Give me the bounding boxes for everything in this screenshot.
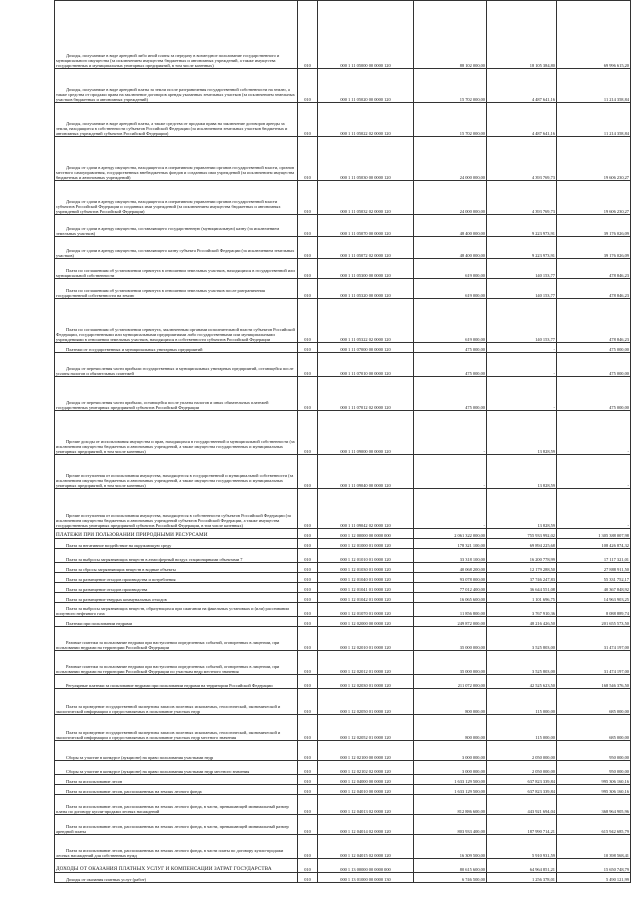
row-remaining-cell: 475 000,00 xyxy=(557,343,631,353)
table-row xyxy=(55,795,631,815)
row-kbk-cell: 000 1 12 01030 01 0000 120 xyxy=(318,563,414,573)
row-kbk-cell: 000 1 11 05320 00 0000 120 xyxy=(318,279,414,299)
row-remaining-cell: 5 490 121,99 xyxy=(557,873,631,883)
row-executed-cell: 18 105 384,80 xyxy=(487,1,557,69)
row-code-cell: 010 xyxy=(298,835,318,859)
row-remaining-cell: 950 000,00 xyxy=(557,761,631,775)
row-executed-cell: - xyxy=(487,343,557,353)
row-remaining-cell: 69 996 615,20 xyxy=(557,1,631,69)
row-kbk-cell: 000 1 11 09042 02 0000 120 xyxy=(318,489,414,529)
row-kbk-cell: 000 1 12 01041 01 0000 120 xyxy=(318,583,414,593)
row-executed-cell: 2 050 000,00 xyxy=(487,761,557,775)
row-kbk-cell: 000 1 12 04013 02 0000 120 xyxy=(318,795,414,815)
row-approved-cell: 48 400 000,00 xyxy=(414,237,487,259)
row-executed-cell: 5 910 931,59 xyxy=(487,835,557,859)
row-kbk-cell: 000 1 12 01042 01 0000 120 xyxy=(318,593,414,603)
row-code-cell: 010 xyxy=(298,353,318,377)
row-name-cell: Плата по соглашениям об установлении сервитута в отношении земельных участков после разграничения государственной собственности на землю xyxy=(55,279,298,299)
table-row xyxy=(55,651,631,675)
row-executed-cell: 2 050 000,00 xyxy=(487,741,557,761)
row-name-cell: Доходы от сдачи в аренду имущества, составляющего государственную (муниципальную) казну (за исключением земельных участков) xyxy=(55,215,298,237)
table-row xyxy=(55,343,631,353)
row-executed-cell: 187 990 714,21 xyxy=(487,815,557,835)
row-approved-cell: 619 000,00 xyxy=(414,259,487,279)
row-remaining-cell: 478 846,23 xyxy=(557,279,631,299)
row-remaining-cell: 615 942 685,79 xyxy=(557,815,631,835)
table-row xyxy=(55,741,631,761)
row-approved-cell: 812 886 600,00 xyxy=(414,795,487,815)
table-row xyxy=(55,215,631,237)
row-code-cell: 010 xyxy=(298,651,318,675)
row-remaining-cell: 11 214 358,84 xyxy=(557,69,631,103)
row-executed-cell: 3 525 803,00 xyxy=(487,651,557,675)
row-kbk-cell: 000 1 12 02000 00 0000 120 xyxy=(318,617,414,627)
row-code-cell: 010 xyxy=(298,237,318,259)
row-kbk-cell: 000 1 11 05032 02 0000 120 xyxy=(318,181,414,215)
row-name-cell: Плата за использование лесов xyxy=(55,775,298,785)
row-executed-cell: 64 964 851,21 xyxy=(487,859,557,873)
row-kbk-cell: 000 1 12 04014 02 0000 120 xyxy=(318,815,414,835)
table-row xyxy=(55,775,631,785)
row-kbk-cell: 000 1 11 09000 00 0000 120 xyxy=(318,411,414,455)
row-remaining-cell: 475 000,00 xyxy=(557,353,631,377)
row-remaining-cell: 478 846,23 xyxy=(557,259,631,279)
row-kbk-cell: 000 1 12 02052 01 0000 120 xyxy=(318,715,414,741)
row-remaining-cell: 14 963 903,25 xyxy=(557,593,631,603)
row-kbk-cell: 000 1 12 02010 01 0000 120 xyxy=(318,627,414,651)
row-code-cell: 010 xyxy=(298,103,318,137)
row-approved-cell: 475 000,00 xyxy=(414,343,487,353)
row-executed-cell: 115 000,00 xyxy=(487,689,557,715)
income-execution-table xyxy=(54,0,631,883)
row-approved-cell: 211 072 000,00 xyxy=(414,675,487,689)
row-executed-cell: 3 525 803,00 xyxy=(487,627,557,651)
row-kbk-cell: 000 1 11 07010 00 0000 120 xyxy=(318,353,414,377)
row-executed-cell: 1 256 378,01 xyxy=(487,873,557,883)
row-name-cell: Плата за выбросы загрязняющих веществ в атмосферный воздух стационарными объектами 7 xyxy=(55,549,298,563)
row-executed-cell: - xyxy=(487,377,557,411)
row-code-cell: 010 xyxy=(298,603,318,617)
row-remaining-cell: 8 088 889,74 xyxy=(557,603,631,617)
table-row xyxy=(55,69,631,103)
row-remaining-cell: - xyxy=(557,489,631,529)
row-executed-cell: 140 153,77 xyxy=(487,279,557,299)
row-remaining-cell: 19 606 230,27 xyxy=(557,137,631,181)
row-approved-cell: 3 000 000,00 xyxy=(414,741,487,761)
row-code-cell: 010 xyxy=(298,455,318,489)
table-row xyxy=(55,603,631,617)
row-remaining-cell: 11 214 358,84 xyxy=(557,103,631,137)
row-name-cell: ДОХОДЫ ОТ ОКАЗАНИЯ ПЛАТНЫХ УСЛУГ И КОМПЕНСАЦИИ ЗАТРАТ ГОСУДАРСТВА xyxy=(55,859,298,873)
row-approved-cell: 35 000 000,00 xyxy=(414,651,487,675)
row-approved-cell: 619 000,00 xyxy=(414,279,487,299)
row-name-cell: Плата за проведение государственной экспертизы запасов полезных ископаемых, геологической, экономической и экологической информации о предоставляемых в пользование участках недр xyxy=(55,689,298,715)
row-code-cell: 010 xyxy=(298,715,318,741)
row-name-cell: Платежи от государственных и муниципальных унитарных предприятий xyxy=(55,343,298,353)
row-code-cell: 010 xyxy=(298,539,318,549)
row-code-cell: 010 xyxy=(298,69,318,103)
row-approved-cell: 24 000 000,00 xyxy=(414,181,487,215)
row-executed-cell: 13 828,59 xyxy=(487,411,557,455)
row-code-cell: 010 xyxy=(298,741,318,761)
row-approved-cell: 1 633 129 500,00 xyxy=(414,785,487,795)
row-name-cell: Плата за выбросы загрязняющих веществ, образующихся при сжигании на факельных установках и (или) рассеивании попутного нефтяного газа xyxy=(55,603,298,617)
row-code-cell: 010 xyxy=(298,377,318,411)
table-row xyxy=(55,181,631,215)
row-approved-cell: 35 000 000,00 xyxy=(414,627,487,651)
row-kbk-cell: 000 1 11 05000 00 0000 120 xyxy=(318,1,414,69)
row-remaining-cell: 40 367 848,92 xyxy=(557,583,631,593)
row-code-cell: 010 xyxy=(298,617,318,627)
row-approved-cell: 1 633 129 500,00 xyxy=(414,775,487,785)
row-remaining-cell: - xyxy=(557,455,631,489)
row-remaining-cell: 17 117 321,01 xyxy=(557,549,631,563)
table-row xyxy=(55,563,631,573)
row-remaining-cell: 19 606 230,27 xyxy=(557,181,631,215)
row-executed-cell: 37 746 247,83 xyxy=(487,573,557,583)
row-name-cell: Плата по соглашениям об установлении сервитута в отношении земельных участков, находящихся в государственной или муниципальной собственности xyxy=(55,259,298,279)
row-code-cell: 010 xyxy=(298,1,318,69)
row-code-cell: 010 xyxy=(298,775,318,785)
row-approved-cell: 24 000 000,00 xyxy=(414,137,487,181)
table-row xyxy=(55,573,631,583)
row-kbk-cell: 000 1 11 05322 02 0000 120 xyxy=(318,299,414,343)
row-name-cell: Доходы от сдачи в аренду имущества, находящегося в оперативном управлении органов государственной власти субъектов Российской Федерации и созданных ими учреждений (за исключением имущества бюджетных и автономных учреждений субъектов Российской Федерации) xyxy=(55,181,298,215)
row-code-cell: 010 xyxy=(298,137,318,181)
row-kbk-cell: 000 1 12 02030 01 0000 120 xyxy=(318,675,414,689)
table-row xyxy=(55,583,631,593)
row-code-cell: 010 xyxy=(298,761,318,775)
table-row xyxy=(55,1,631,69)
row-remaining-cell: 201 655 573,50 xyxy=(557,617,631,627)
row-executed-cell: 69 894 225,68 xyxy=(487,539,557,549)
row-name-cell: Прочие поступления от использования имущества, находящегося в государственной и муниципальной собственности (за исключением имущества бюджетных и автономных учреждений, а также имущества государственных и муниципальных унитарных предприятий, в том числе казенных) xyxy=(55,455,298,489)
row-kbk-cell: 000 1 11 05300 00 0000 120 xyxy=(318,259,414,279)
row-name-cell: Сборы за участие в конкурсе (аукционе) на право пользования участками недр xyxy=(55,741,298,761)
row-executed-cell: 4 393 769,73 xyxy=(487,181,557,215)
row-remaining-cell: 108 426 874,32 xyxy=(557,539,631,549)
table-row xyxy=(55,715,631,741)
row-name-cell: Плата за использование лесов, расположенных на землях лесного фонда xyxy=(55,785,298,795)
row-approved-cell: 15 702 000,00 xyxy=(414,69,487,103)
row-code-cell: 010 xyxy=(298,689,318,715)
row-executed-cell: - xyxy=(487,353,557,377)
row-name-cell: Плата за использование лесов, расположенных на землях лесного фонда, в части, превышающей минимальный размер платы по договору купли-продажи лесных насаждений xyxy=(55,795,298,815)
row-kbk-cell: 000 1 12 01010 01 0000 120 xyxy=(318,549,414,563)
row-remaining-cell: 368 964 905,96 xyxy=(557,795,631,815)
row-remaining-cell: 475 000,00 xyxy=(557,377,631,411)
row-approved-cell: 48 400 000,00 xyxy=(414,215,487,237)
row-code-cell: 010 xyxy=(298,873,318,883)
table-row xyxy=(55,627,631,651)
row-executed-cell: 9 223 973,91 xyxy=(487,215,557,237)
table-row xyxy=(55,815,631,835)
row-kbk-cell: 000 1 11 05022 02 0000 120 xyxy=(318,103,414,137)
row-executed-cell: 48 216 426,50 xyxy=(487,617,557,627)
row-name-cell: Доходы от оказания платных услуг (работ) xyxy=(55,873,298,883)
row-executed-cell: 13 828,59 xyxy=(487,455,557,489)
row-remaining-cell: 685 000,00 xyxy=(557,715,631,741)
row-code-cell: 010 xyxy=(298,489,318,529)
row-approved-cell: 15 702 000,00 xyxy=(414,103,487,137)
row-name-cell: Доходы, получаемые в виде арендной либо иной платы за передачу в возмездное пользование государственного и муниципального имущества (за исключением имущества бюджетных и автономных учреждений, а также имущества государственных и муниципальных унитарных предприятий, в том числе казенных) xyxy=(55,1,298,69)
row-kbk-cell: 000 1 11 07012 02 0000 120 xyxy=(318,377,414,411)
row-approved-cell: - xyxy=(414,455,487,489)
row-kbk-cell: 000 1 12 04000 00 0000 120 xyxy=(318,775,414,785)
row-executed-cell: 16 200 778,99 xyxy=(487,549,557,563)
row-remaining-cell: 478 846,23 xyxy=(557,299,631,343)
row-remaining-cell: 995 306 160,16 xyxy=(557,785,631,795)
table-row xyxy=(55,103,631,137)
table-row xyxy=(55,237,631,259)
section-row xyxy=(55,529,631,539)
row-code-cell: 010 xyxy=(298,593,318,603)
row-remaining-cell: 31 474 197,00 xyxy=(557,651,631,675)
row-name-cell: Плата за негативное воздействие на окружающую среду xyxy=(55,539,298,549)
row-approved-cell: 88 102 000,00 xyxy=(414,1,487,69)
row-name-cell: Плата за размещение твердых коммунальных отходов xyxy=(55,593,298,603)
row-name-cell: Платежи при пользовании недрами xyxy=(55,617,298,627)
row-executed-cell: 9 223 973,91 xyxy=(487,237,557,259)
table-row xyxy=(55,549,631,563)
row-remaining-cell: 1 305 388 007,98 xyxy=(557,529,631,539)
table-row xyxy=(55,377,631,411)
row-approved-cell: 800 000,00 xyxy=(414,715,487,741)
row-name-cell: Плата за использование лесов, расположенных на землях лесного фонда, в части, превышающей минимальный размер арендной платы xyxy=(55,815,298,835)
row-kbk-cell: 000 1 11 05072 02 0000 120 xyxy=(318,237,414,259)
row-kbk-cell: 000 1 11 09040 00 0000 120 xyxy=(318,455,414,489)
row-approved-cell: 6 746 500,00 xyxy=(414,873,487,883)
row-executed-cell: 4 487 641,16 xyxy=(487,103,557,137)
row-kbk-cell: 000 1 12 01040 01 0000 120 xyxy=(318,573,414,583)
row-remaining-cell: 39 176 026,09 xyxy=(557,237,631,259)
row-approved-cell: 33 318 100,00 xyxy=(414,549,487,563)
row-name-cell: Доходы от сдачи в аренду имущества, находящегося в оперативном управлении органов государственной власти, органов местного самоуправления, государственных внебюджетных фондов и созданных ими учреждений (за исключением имущества бюджетных и автономных учреждений) xyxy=(55,137,298,181)
row-code-cell: 010 xyxy=(298,675,318,689)
row-name-cell: Прочие поступления от использования имущества, находящегося в собственности субъектов Российской Федерации (за исключением имущества бюджетных и автономных учреждений субъектов Российской Федерации, а также имущества государственных унитарных предприятий субъектов Российской Федерации, в том числе казенных) xyxy=(55,489,298,529)
row-code-cell: 010 xyxy=(298,627,318,651)
row-code-cell: 010 xyxy=(298,181,318,215)
row-approved-cell: 11 856 800,00 xyxy=(414,603,487,617)
row-remaining-cell: 685 000,00 xyxy=(557,689,631,715)
row-code-cell: 010 xyxy=(298,815,318,835)
row-approved-cell: 803 933 400,00 xyxy=(414,815,487,835)
row-approved-cell: 80 615 600,00 xyxy=(414,859,487,873)
row-executed-cell: 115 000,00 xyxy=(487,715,557,741)
row-kbk-cell: 000 1 12 01000 01 0000 120 xyxy=(318,539,414,549)
row-executed-cell: 140 153,77 xyxy=(487,259,557,279)
row-code-cell: 010 xyxy=(298,795,318,815)
row-remaining-cell: 950 000,00 xyxy=(557,741,631,761)
row-remaining-cell: 168 546 376,50 xyxy=(557,675,631,689)
row-approved-cell: 3 000 000,00 xyxy=(414,761,487,775)
row-approved-cell: 16 309 500,00 xyxy=(414,835,487,859)
row-approved-cell: 475 000,00 xyxy=(414,353,487,377)
table-row xyxy=(55,137,631,181)
row-code-cell: 010 xyxy=(298,259,318,279)
row-name-cell: Доходы от перечисления части прибыли, остающейся после уплаты налогов и иных обязательных платежей государственных унитарных предприятий субъектов Российской Федерации xyxy=(55,377,298,411)
row-name-cell: Плата за сбросы загрязняющих веществ в водные объекты xyxy=(55,563,298,573)
row-kbk-cell: 000 1 12 02050 01 0000 120 xyxy=(318,689,414,715)
row-code-cell: 010 xyxy=(298,529,318,539)
row-executed-cell: 13 828,59 xyxy=(487,489,557,529)
row-executed-cell: 443 921 694,04 xyxy=(487,795,557,815)
row-approved-cell: 40 068 200,00 xyxy=(414,563,487,573)
row-remaining-cell: 15 650 748,79 xyxy=(557,859,631,873)
row-name-cell: Регулярные платежи за пользование недрами при пользовании недрами на территории Российской Федерации xyxy=(55,675,298,689)
row-executed-cell: 4 393 769,73 xyxy=(487,137,557,181)
table-row xyxy=(55,617,631,627)
row-remaining-cell: 55 331 752,17 xyxy=(557,573,631,583)
row-approved-cell: 93 078 000,00 xyxy=(414,573,487,583)
row-approved-cell: 249 872 000,00 xyxy=(414,617,487,627)
row-remaining-cell: 995 306 160,16 xyxy=(557,775,631,785)
row-approved-cell: - xyxy=(414,411,487,455)
row-kbk-cell: 000 1 12 01070 01 0000 120 xyxy=(318,603,414,617)
row-executed-cell: 755 933 992,02 xyxy=(487,529,557,539)
row-name-cell: Плата за размещение отходов производства xyxy=(55,583,298,593)
row-name-cell: Доходы от сдачи в аренду имущества, составляющего казну субъекта Российской Федерации (за исключением земельных участков) xyxy=(55,237,298,259)
table-row xyxy=(55,489,631,529)
row-name-cell: Плата по соглашениям об установлении сервитута, заключенным органами исполнительной власти субъектов Российской Федерации, государственными или муниципальными предприятиями либо государственными или муниципальными учреждениями в отношении земельных участков, находящихся в собственности субъектов Российской Федерации xyxy=(55,299,298,343)
row-approved-cell: 800 000,00 xyxy=(414,689,487,715)
table-row xyxy=(55,873,631,883)
row-executed-cell: 637 823 339,84 xyxy=(487,785,557,795)
row-name-cell: Доходы, получаемые в виде арендной платы за земли после разграничения государственной собственности на землю, а также средства от продажи права на заключение договоров аренды указанных земельных участков (за исключением земельных участков бюджетных и автономных учреждений) xyxy=(55,69,298,103)
row-approved-cell: 2 061 322 000,00 xyxy=(414,529,487,539)
row-code-cell: 010 xyxy=(298,859,318,873)
row-code-cell: 010 xyxy=(298,215,318,237)
table-row xyxy=(55,455,631,489)
table-row xyxy=(55,835,631,859)
row-name-cell: Сборы за участие в конкурсе (аукционе) на право пользования участками недр местного значения xyxy=(55,761,298,775)
row-approved-cell: 475 000,00 xyxy=(414,377,487,411)
row-approved-cell: 77 012 400,00 xyxy=(414,583,487,593)
row-remaining-cell: - xyxy=(557,411,631,455)
row-name-cell: Плата за размещение отходов производства и потребления xyxy=(55,573,298,583)
row-kbk-cell: 000 1 11 05070 00 0000 120 xyxy=(318,215,414,237)
table-row xyxy=(55,593,631,603)
table-row xyxy=(55,259,631,279)
row-code-cell: 010 xyxy=(298,563,318,573)
row-kbk-cell: 000 1 11 05030 00 0000 120 xyxy=(318,137,414,181)
table-row xyxy=(55,411,631,455)
row-name-cell: Плата за проведение государственной экспертизы запасов полезных ископаемых, геологической, экономической и экологической информации о предоставляемых в пользование участках недр местного значения xyxy=(55,715,298,741)
row-kbk-cell: 000 1 12 02012 01 0000 120 xyxy=(318,651,414,675)
row-kbk-cell: 000 1 11 07000 00 0000 120 xyxy=(318,343,414,353)
row-remaining-cell: 39 176 026,09 xyxy=(557,215,631,237)
row-code-cell: 010 xyxy=(298,785,318,795)
row-code-cell: 010 xyxy=(298,573,318,583)
row-approved-cell: 16 065 600,00 xyxy=(414,593,487,603)
row-remaining-cell: 10 398 568,41 xyxy=(557,835,631,859)
row-executed-cell: 3 767 910,36 xyxy=(487,603,557,617)
row-executed-cell: 42 525 623,50 xyxy=(487,675,557,689)
row-kbk-cell: 000 1 12 00000 00 0000 000 xyxy=(318,529,414,539)
table-row xyxy=(55,299,631,343)
row-name-cell: Разовые платежи за пользование недрами при наступлении определенных событий, оговоренных в лицензии, при пользовании недрами на территории Российской Федерации xyxy=(55,627,298,651)
table-row xyxy=(55,689,631,715)
row-executed-cell: 4 487 641,16 xyxy=(487,69,557,103)
row-code-cell: 010 xyxy=(298,549,318,563)
row-kbk-cell: 000 1 12 04015 02 0000 120 xyxy=(318,835,414,859)
row-kbk-cell: 000 1 12 02102 02 0000 120 xyxy=(318,761,414,775)
row-code-cell: 010 xyxy=(298,279,318,299)
row-name-cell: Прочие доходы от использования имущества и прав, находящихся в государственной и муниципальной собственности (за исключением имущества бюджетных и автономных учреждений, а также имущества государственных и муниципальных унитарных предприятий, в том числе казенных) xyxy=(55,411,298,455)
row-name-cell: Разовые платежи за пользование недрами при наступлении определенных событий, оговоренных в лицензии, при пользовании недрами на территории Российской Федерации по участкам недр местного значения xyxy=(55,651,298,675)
row-kbk-cell: 000 1 11 05020 00 0000 120 xyxy=(318,69,414,103)
table-row xyxy=(55,675,631,689)
table-row xyxy=(55,761,631,775)
row-executed-cell: 36 644 551,08 xyxy=(487,583,557,593)
row-remaining-cell: 31 474 197,00 xyxy=(557,627,631,651)
table-row xyxy=(55,785,631,795)
row-kbk-cell: 000 1 12 04010 00 0000 120 xyxy=(318,785,414,795)
row-kbk-cell: 000 1 13 01000 00 0000 130 xyxy=(318,873,414,883)
section-row xyxy=(55,859,631,873)
row-name-cell: Доходы от перечисления части прибыли государственных и муниципальных унитарных предприятий, остающейся после уплаты налогов и обязательных платежей xyxy=(55,353,298,377)
row-code-cell: 010 xyxy=(298,299,318,343)
row-executed-cell: 12 179 288,50 xyxy=(487,563,557,573)
row-name-cell: Плата за использование лесов, расположенных на землях лесного фонда, в части платы по договору купли-продажи лесных насаждений для собственных нужд xyxy=(55,835,298,859)
row-executed-cell: 637 823 339,84 xyxy=(487,775,557,785)
row-code-cell: 010 xyxy=(298,583,318,593)
table-row xyxy=(55,539,631,549)
table-row xyxy=(55,279,631,299)
row-executed-cell: 1 101 696,75 xyxy=(487,593,557,603)
row-approved-cell: 619 000,00 xyxy=(414,299,487,343)
row-approved-cell: - xyxy=(414,489,487,529)
row-remaining-cell: 27 888 911,50 xyxy=(557,563,631,573)
row-kbk-cell: 000 1 12 02100 00 0000 120 xyxy=(318,741,414,761)
row-code-cell: 010 xyxy=(298,411,318,455)
row-name-cell: Доходы, получаемые в виде арендной платы, а также средства от продажи права на заключение договоров аренды за земли, находящиеся в собственности субъектов Российской Федерации (за исключением земельных участков бюджетных и автономных учреждений субъектов Российской Федерации) xyxy=(55,103,298,137)
row-name-cell: ПЛАТЕЖИ ПРИ ПОЛЬЗОВАНИИ ПРИРОДНЫМИ РЕСУРСАМИ xyxy=(55,529,298,539)
table-row xyxy=(55,353,631,377)
row-approved-cell: 178 321 100,00 xyxy=(414,539,487,549)
row-executed-cell: 140 153,77 xyxy=(487,299,557,343)
row-code-cell: 010 xyxy=(298,343,318,353)
row-kbk-cell: 000 1 13 00000 00 0000 000 xyxy=(318,859,414,873)
